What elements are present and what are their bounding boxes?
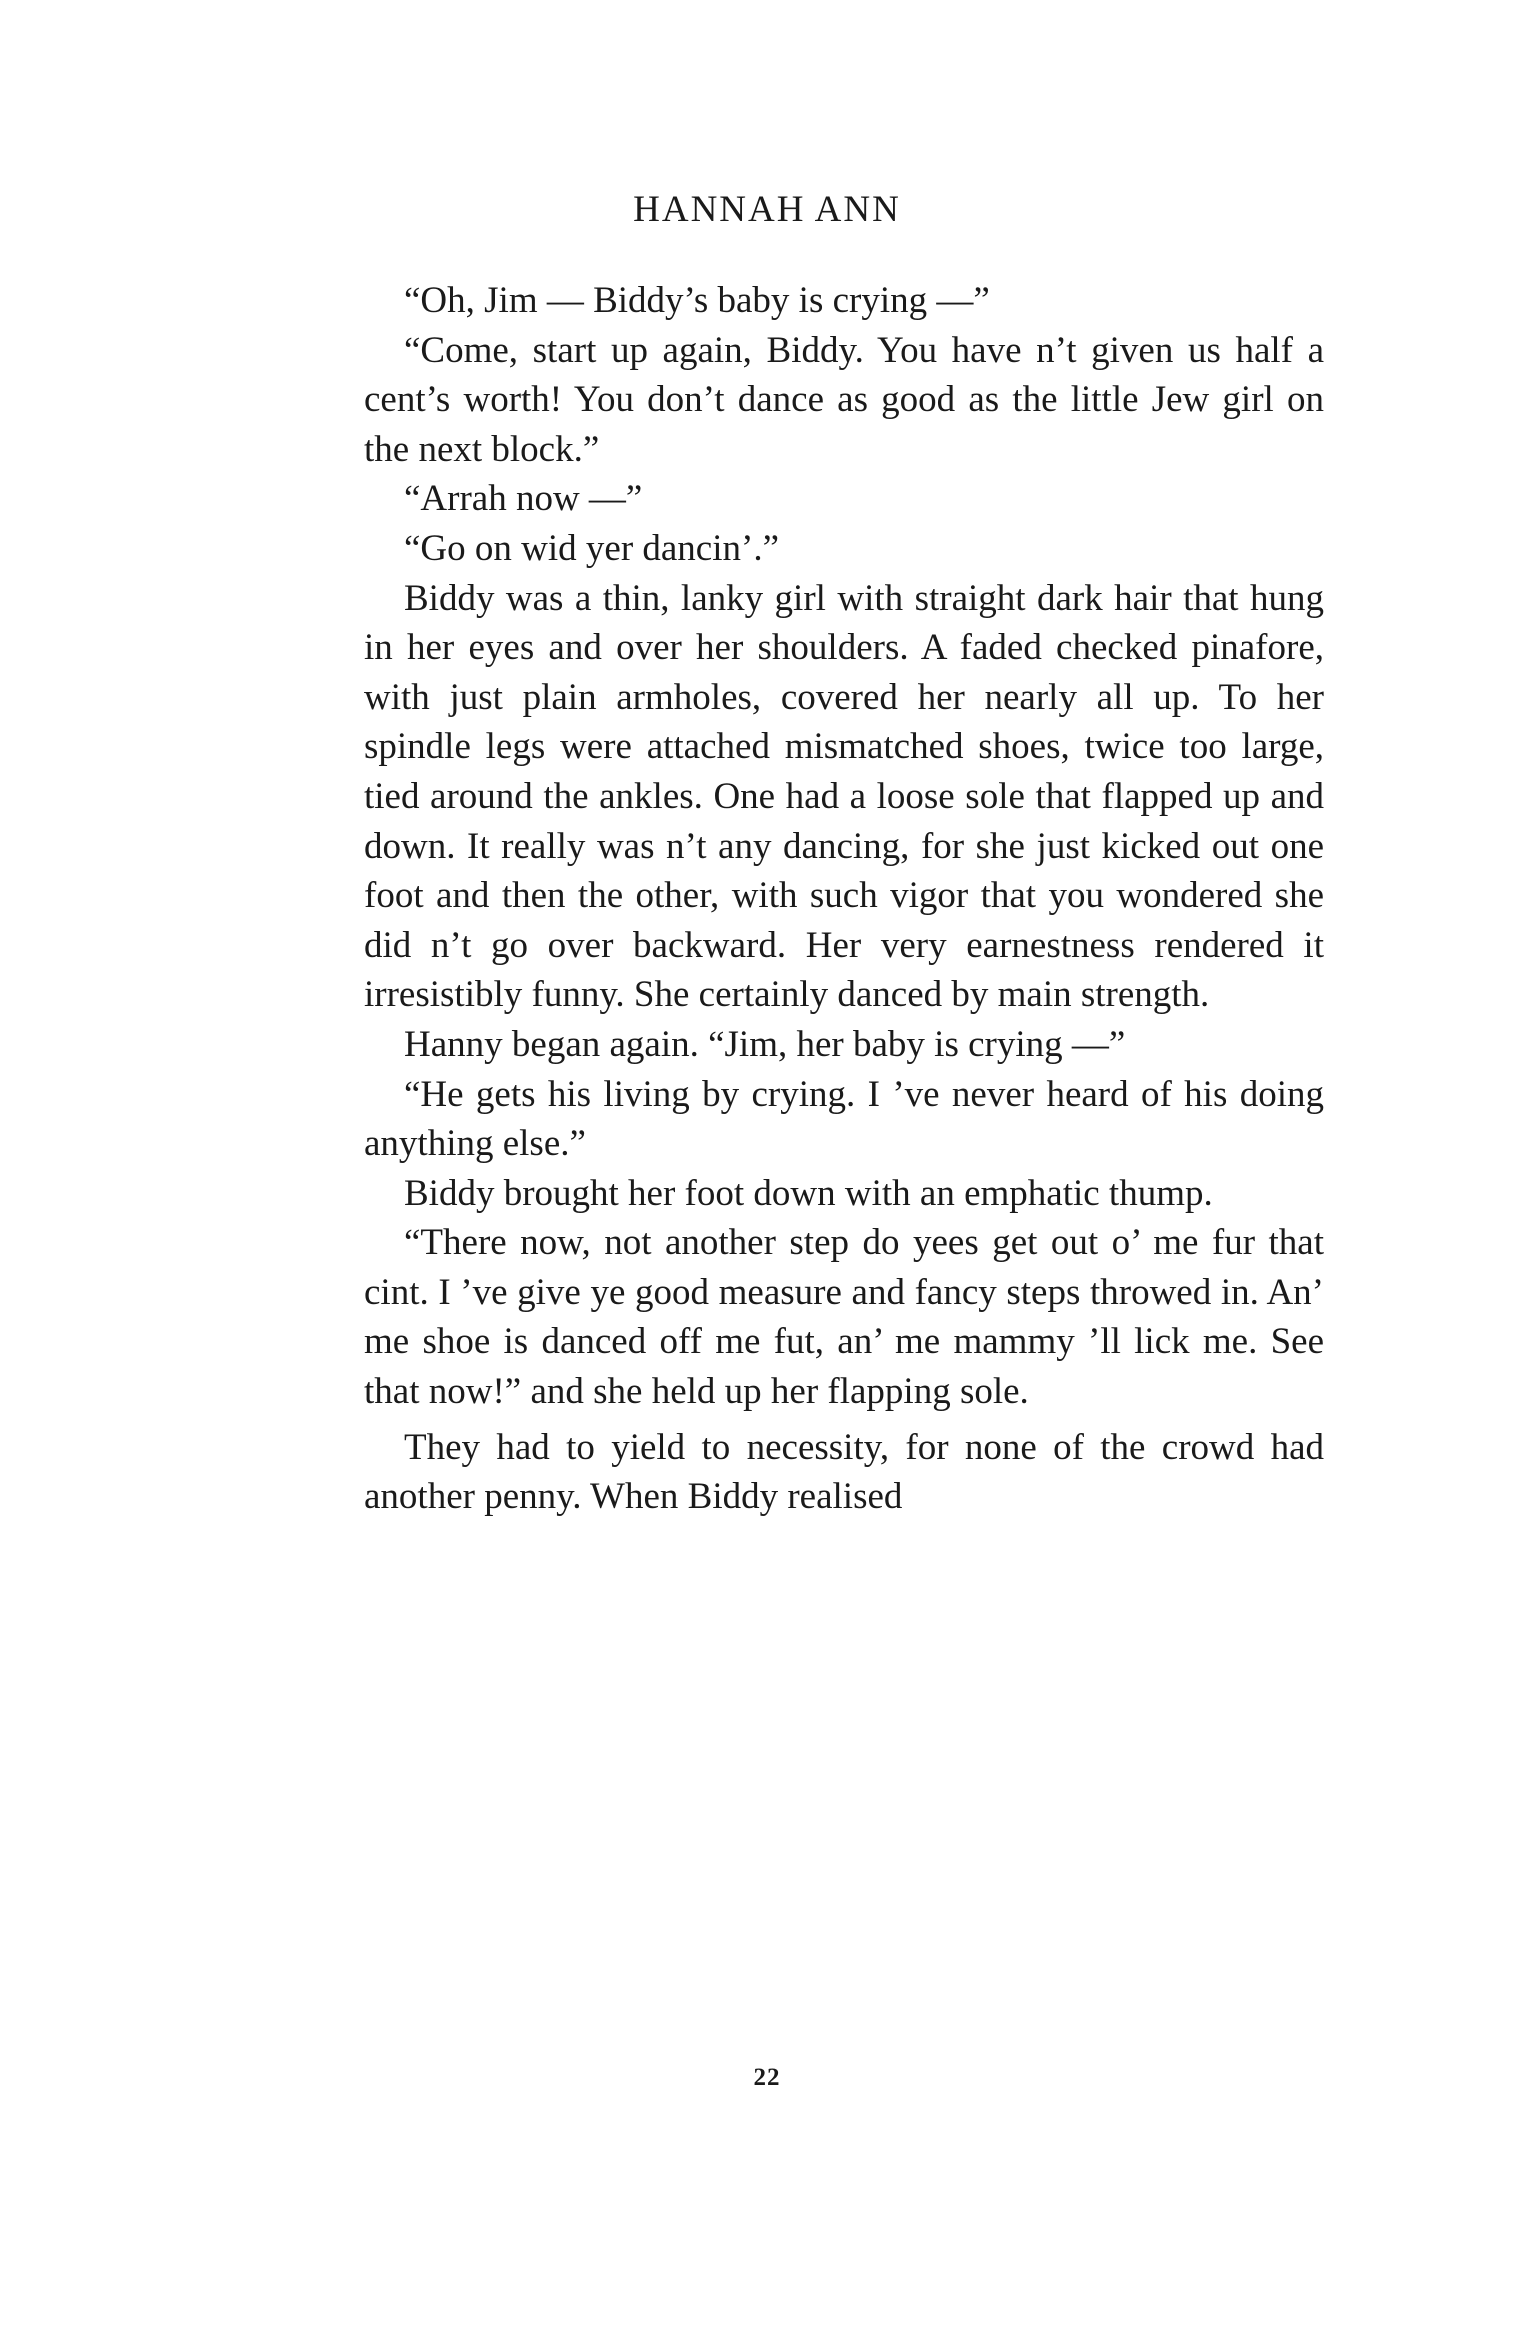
paragraph: “There now, not another step do yees get out o’ me fur that cint. I ’ve give ye good measure and fancy steps throwed in. An’ me shoe is danced off me fut, an’ me mammy ’ll lick me. See that now!” and she held up her flapping sole.: [364, 1222, 1324, 1413]
paragraph: “Come, start up again, Biddy. You have n’t given us half a cent’s worth! You don’t dance as good as the little Jew girl on the next block.”: [364, 329, 1324, 470]
paragraph: “Go on wid yer dancin’.”: [404, 527, 780, 569]
paragraph: Hanny began again. “Jim, her baby is crying —”: [404, 1023, 1126, 1065]
paragraph: They had to yield to necessity, for none of the crowd had another penny. When Biddy realised: [364, 1426, 1324, 1518]
page-number: 22: [753, 2064, 781, 2091]
paragraph: Biddy brought her foot down with an emphatic thump.: [404, 1172, 1213, 1214]
paragraph: Biddy was a thin, lanky girl with straight dark hair that hung in her eyes and over her shoulders. A faded checked pinafore, with just plain armholes, covered her nearly all up. To her spindle legs were attached mismatched shoes, twice too large, tied around the ankles. One had a loose sole that flapped up and down. It really was n’t any dancing, for she just kicked out one foot and then the other, with such vigor that you wondered she did n’t go over backward. Her very earnestness rendered it irresistibly funny. She certainly danced by main strength.: [364, 577, 1324, 1016]
body-text: [364, 276, 1324, 1522]
running-head: HANNAH ANN: [633, 189, 901, 230]
paragraph: “Oh, Jim — Biddy’s baby is crying —”: [404, 280, 990, 321]
paragraph: “He gets his living by crying. I ’ve never heard of his doing anything else.”: [364, 1073, 1324, 1165]
paragraph: “Arrah now —”: [404, 478, 643, 520]
